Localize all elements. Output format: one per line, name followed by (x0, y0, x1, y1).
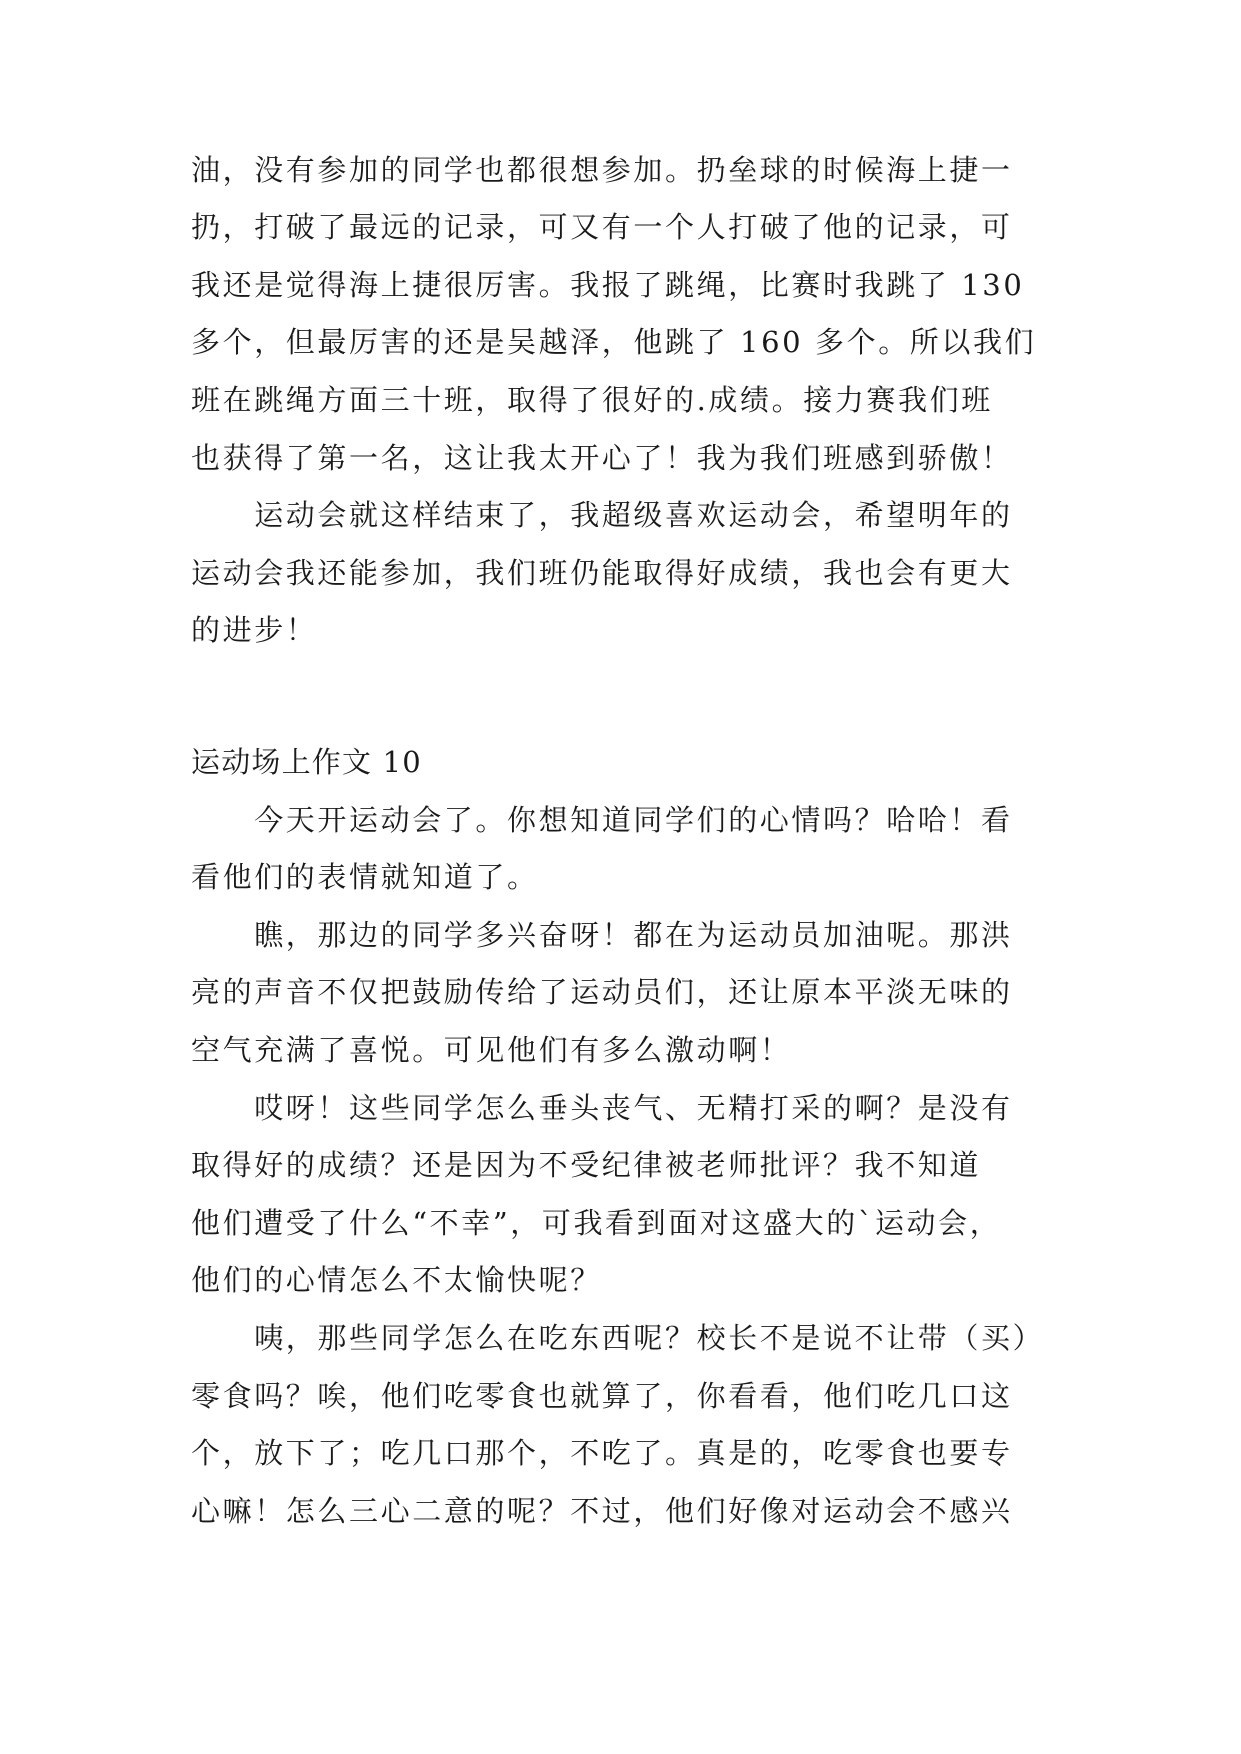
text-line: 班在跳绳方面三十班，取得了很好的.成绩。接力赛我们班 (191, 383, 993, 417)
text-line: 运动会我还能参加，我们班仍能取得好成绩，我也会有更大 (191, 556, 1013, 590)
text-line: 他们的心情怎么不太愉快呢？ (191, 1263, 602, 1297)
text-line: 空气充满了喜悦。可见他们有多么激动啊！ (191, 1033, 792, 1067)
text-line: 我还是觉得海上捷很厉害。我报了跳绳，比赛时我跳了 130 (191, 268, 1025, 302)
text-line: 扔，打破了最远的记录，可又有一个人打破了他的记录，可 (191, 210, 1013, 244)
text-line: 运动会就这样结束了，我超级喜欢运动会，希望明年的 (191, 498, 1013, 532)
text-line: 他们遭受了什么“不幸”，可我看到面对这盛大的`运动会， (191, 1206, 1002, 1240)
text-line: 个，放下了；吃几口那个，不吃了。真是的，吃零食也要专 (191, 1436, 1013, 1470)
text-line: 取得好的成绩？还是因为不受纪律被老师批评？我不知道 (191, 1148, 982, 1182)
text-line: 哎呀！这些同学怎么垂头丧气、无精打采的啊？是没有 (191, 1091, 1013, 1125)
text-line: 亮的声音不仅把鼓励传给了运动员们，还让原本平淡无味的 (191, 975, 1013, 1009)
text-line: 心嘛！怎么三心二意的呢？不过，他们好像对运动会不感兴 (191, 1494, 1013, 1528)
text-line: 今天开运动会了。你想知道同学们的心情吗？哈哈！看 (191, 803, 1013, 837)
text-line: 咦，那些同学怎么在吃东西呢？校长不是说不让带（买） (191, 1321, 1045, 1355)
section-title: 运动场上作文 10 (191, 745, 422, 779)
text-line: 的进步！ (191, 613, 318, 647)
text-line: 瞧，那边的同学多兴奋呀！都在为运动员加油呢。那洪 (191, 918, 1013, 952)
text-line: 零食吗？唉，他们吃零食也就算了，你看看，他们吃几口这 (191, 1379, 1013, 1413)
text-line: 油，没有参加的同学也都很想参加。扔垒球的时候海上捷一 (191, 153, 1013, 187)
text-line: 多个，但最厉害的还是吴越泽，他跳了 160 多个。所以我们 (191, 325, 1037, 359)
text-line: 看他们的表情就知道了。 (191, 860, 539, 894)
text-line: 也获得了第一名，这让我太开心了！我为我们班感到骄傲！ (191, 441, 1013, 475)
